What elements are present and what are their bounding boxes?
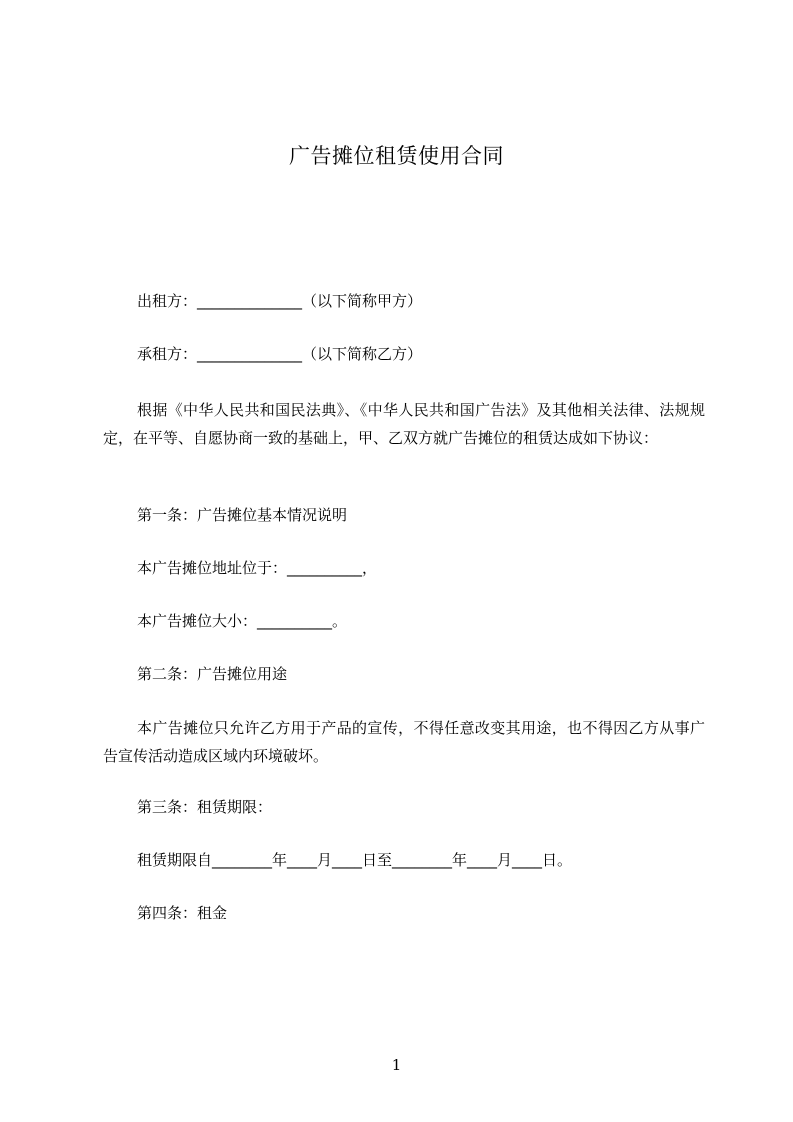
article-1-heading: 第一条：广告摊位基本情况说明 xyxy=(137,506,348,524)
article-4-heading: 第四条：租金 xyxy=(137,904,228,922)
article-3-heading: 第三条：租赁期限： xyxy=(137,798,273,816)
page-number: 1 xyxy=(391,1056,402,1074)
booth-address-line: 本广告摊位地址位于：__________， xyxy=(137,559,378,577)
usage-clause-paragraph: 本广告摊位只允许乙方用于产品的宣传，不得任意改变其用途，也不得因乙方从事广告宣传活动造成区域内环境破坏。 xyxy=(103,719,705,765)
article-2-heading: 第二条：广告摊位用途 xyxy=(137,665,288,683)
preamble-paragraph: 根据《中华人民共和国民法典》、《中华人民共和国广告法》及其他相关法律、法规规定，在平等、自愿协商一致的基础上，甲、乙双方就广告摊位的租赁达成如下协议： xyxy=(103,401,705,447)
lessee-line: 承租方：______________（以下简称乙方） xyxy=(137,345,423,363)
booth-size-line: 本广告摊位大小：__________。 xyxy=(137,612,348,630)
document-title: 广告摊位租赁使用合同 xyxy=(289,144,504,168)
lessor-line: 出租方：______________（以下简称甲方） xyxy=(137,292,423,310)
lease-term-line: 租赁期限自________年____月____日至________年____月____日。 xyxy=(137,851,573,869)
